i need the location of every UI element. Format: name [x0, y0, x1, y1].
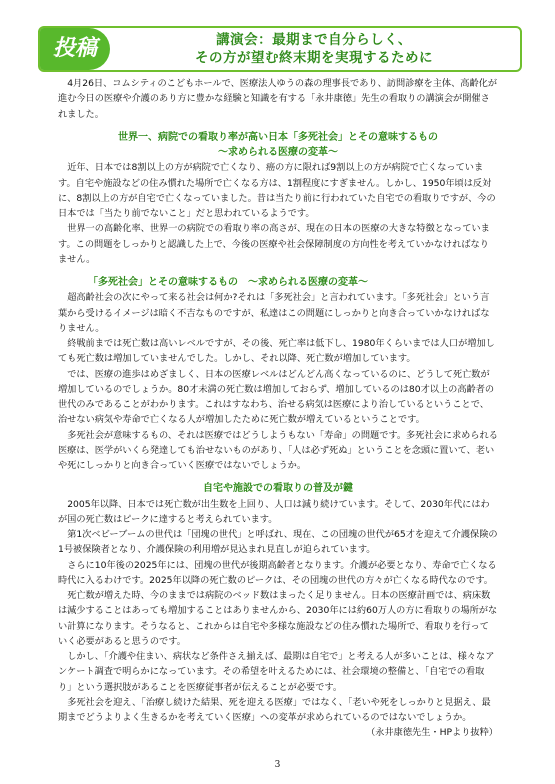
title-line-1: 講演会：最期まで自分らしく、: [216, 32, 412, 48]
section1-paragraph: 世界一の高齢化率、世界一の病院での看取り率の高さが、現在の日本の医療の大きな特徴となっています。この問題をしっかりと認識した上で、今後の医療や社会保障制度の方向性を考えていかなければなりません。: [58, 223, 490, 265]
intro-paragraph: 4月26日、コムシティのこどもホールで、医療法人ゆうの森の理事長であり、訪問診療を主体、高齢化が進む今日の医療や介護のあり方に豊かな経験と知識を有する「永井康徳」先生の看取りの講演会が開催されました。: [58, 78, 498, 120]
article-body: [58, 76, 498, 741]
section2-paragraph: 超高齢社会の次にやって来る社会は何か?それは「多死社会」と言われています。「多死社会」という言葉から受けるイメージは暗く不吉なものですが、私達はこの問題にしっかりと向き合っていかなければなりません。: [58, 292, 490, 334]
contribution-tag: 投稿: [40, 28, 110, 70]
section3-paragraph: 多死社会を迎え、「治療し続けた結果、死を迎える医療」ではなく、「老いや死をしっかりと見据え、最期までどうよりよく生きるかを考えていく医療」への変革が求められているのではないでしょうか。: [58, 696, 491, 723]
section3-paragraph: 第1次ベビーブームの世代は「団塊の世代」と呼ばれ、現在、この団塊の世代が65才を迎えて介護保険の1号被保険者となり、介護保険の利用増が見込まれ見直しが迫られています。: [58, 529, 498, 556]
section3-heading: 自宅や施設での看取りの普及が鍵: [203, 483, 353, 495]
section2-heading: 「多死社会」とその意味するもの 〜求められる医療の変革〜: [88, 277, 368, 288]
section2-paragraph: 終戦前までは死亡数は高いレベルですが、その後、死亡率は低下し、1980年くらいまでは人口が増加しても死亡数は増加していませんでした。しかし、それ以降、死亡数が増加しています。: [58, 338, 495, 365]
section2-paragraph: では、医療の進歩はめざましく、日本の医療レベルはどんどん高くなっているのに、どうして死亡数が増加しているのでしょうか。80才未満の死亡数は増加しておらず、増加しているのは80才以上の高齢者の世代のみであることがわかります。これはすなわち、治せる病気は医療により治しているということで、治せない病気や寿命で亡くなる人が増加したために死亡数が増えているということです。: [58, 368, 495, 426]
page-number: 3: [274, 760, 281, 770]
section3-paragraph: さらに10年後の2025年には、団塊の世代が後期高齢者となります。介護が必要となり、寿命で亡くなる時代に入るわけです。2025年以降の死亡数のピークは、その団塊の世代の方々が亡くなる時代なのです。: [58, 559, 497, 586]
article-header: [38, 26, 522, 72]
section3-paragraph: 2005年以降、日本では死亡数が出生数を上回り、人口は減り続けています。そして、2030年代にはわが国の死亡数はピークに達すると考えられています。: [58, 498, 490, 525]
section1-subheading: 〜求められる医療の変革〜: [218, 147, 338, 158]
section1-heading: 世界一、病院での看取り率が高い日本「多死社会」とその意味するもの: [118, 131, 438, 143]
source-citation: （永井康徳先生・HPより抜粋）: [366, 727, 498, 739]
article-title: [114, 31, 514, 67]
section1-paragraph: 近年、日本では8割以上の方が病院で亡くなり、癌の方に限れば9割以上の方が病院で亡くなっています。自宅や施設などの住み慣れた場所で亡くなる方は、1割程度にすぎません。しかし、1950年頃は反対に、8割以上の方が自宅で亡くなっていました。昔は当たり前に行われていた自宅での看取りですが、今の日本では「当たり前でないこと」だと思われているようです。: [58, 162, 496, 219]
section3-paragraph: 死亡数が増えた時、今のままでは病院のベッド数はまったく足りません。日本の医療計画では、病床数は減少することはあっても増加することはありませんから、2030年には約60万人の方に看取りの場所がない計算になります。そうなると、これからは自宅や多様な施設などの住み慣れた場所で、看取りを行っていく必要があると思うのです。: [58, 590, 498, 647]
title-line-2: その方が望む終末期を実現するために: [195, 50, 433, 66]
section3-paragraph: しかし、「介護や住まい、病状など条件さえ揃えば、最期は自宅で」と考える人が多いことは、様々なアンケート調査で明らかになっています。その希望を叶えるためには、社会環境の整備と、「自宅での看取り」という選択肢があることを医療従事者が伝えることが必要です。: [58, 651, 495, 693]
section2-paragraph: 多死社会が意味するもの、それは医療ではどうしようもない「寿命」の問題です。多死社会に求められる医療は、医学がいくら発達しても治せないものがあり、「人は必ず死ぬ」ということを念頭に置いて、老いや死にしっかりと向き合っていく医療ではないでしょうか。: [58, 429, 498, 471]
